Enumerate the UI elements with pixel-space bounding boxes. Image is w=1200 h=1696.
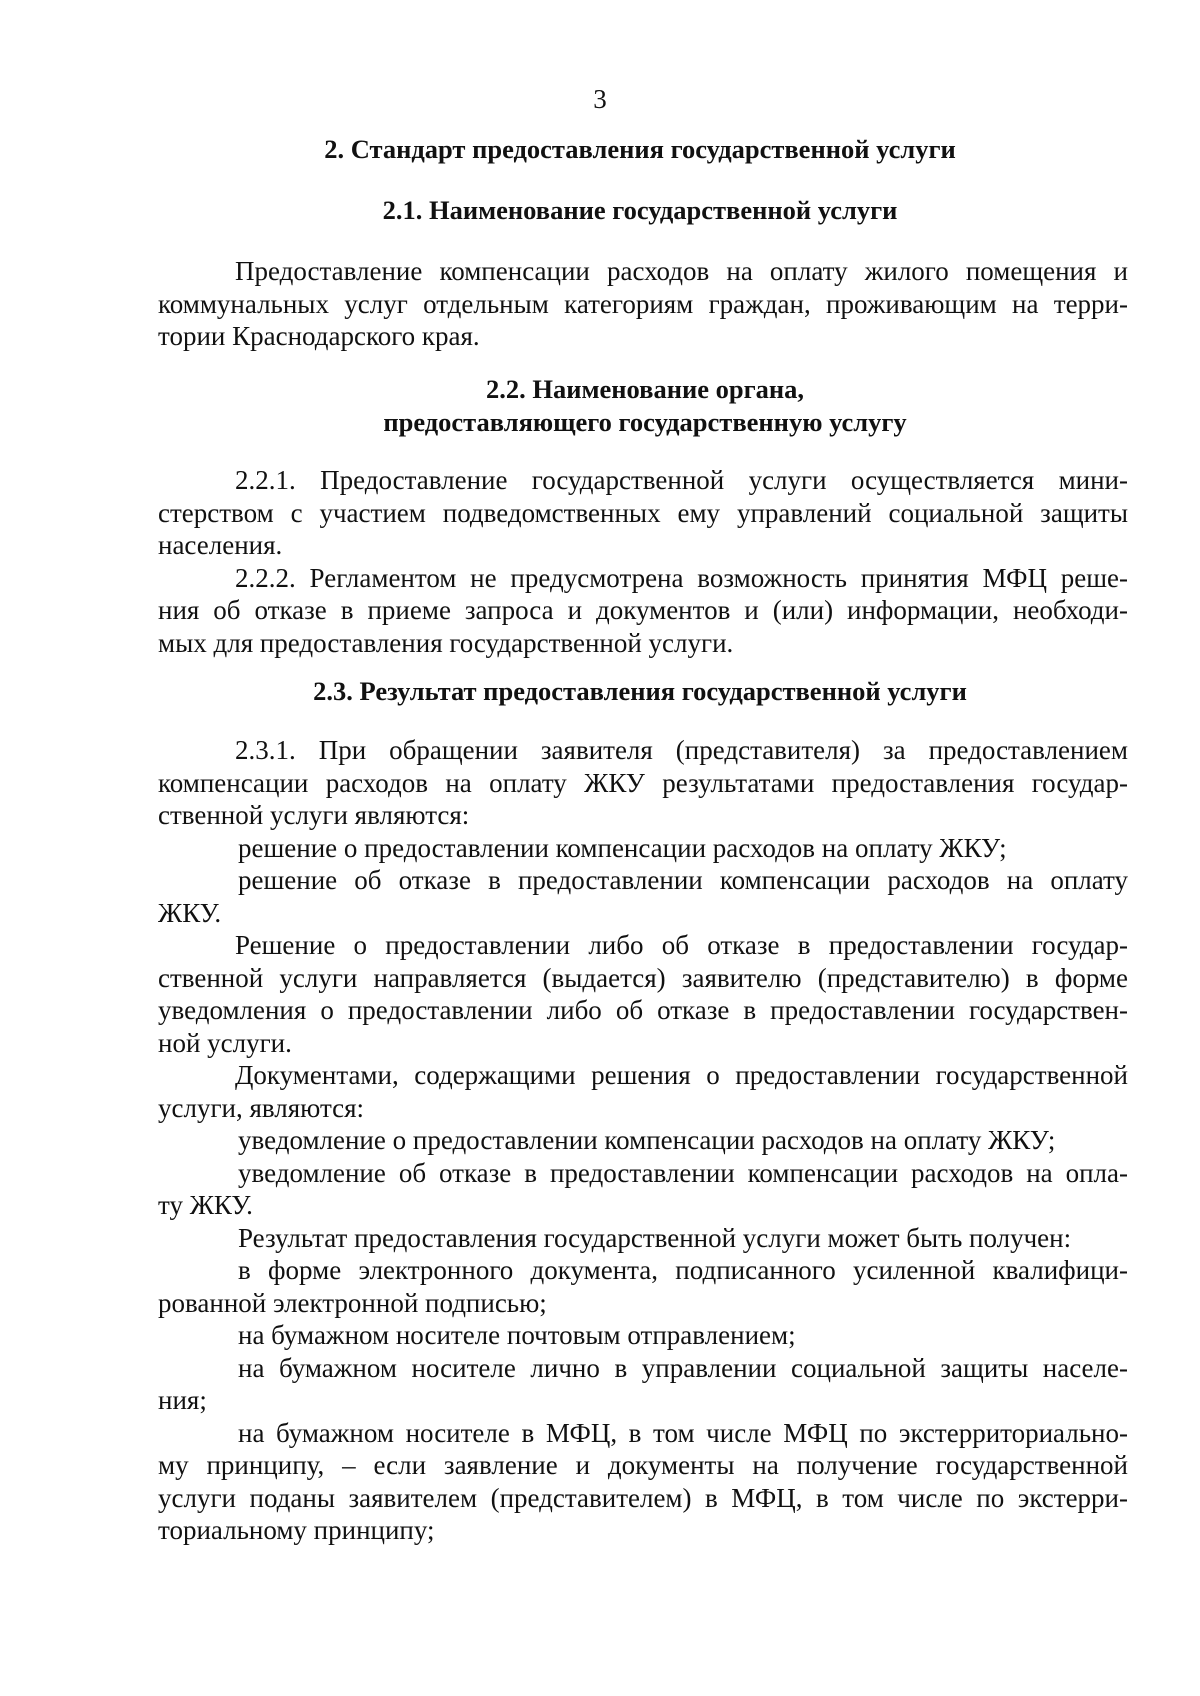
paragraph-line: тории Краснодарского края. — [158, 321, 480, 351]
paragraph-line: ния; — [158, 1385, 207, 1415]
paragraph-line: 2.3.1. При обращении заявителя (представителя) за предоставлением — [235, 735, 1128, 765]
page-number: 3 — [593, 84, 607, 114]
paragraph-line: му принципу, – если заявление и документы на получение государственной — [158, 1450, 1128, 1480]
paragraph-line: Предоставление компенсации расходов на оплату жилого помещения и — [235, 256, 1128, 286]
paragraph-line: ной услуги. — [158, 1027, 292, 1058]
paragraph-line: 2.2.2. Регламентом не предусмотрена возможность принятия МФЦ реше- — [235, 562, 1128, 593]
paragraph-line: на бумажном носителе почтовым отправлением; — [238, 1320, 796, 1350]
paragraph-line: уведомление о предоставлении компенсации расходов на оплату ЖКУ; — [238, 1125, 1056, 1155]
paragraph-line: ственной услуги являются: — [158, 800, 470, 830]
subsection-2-2-title-line-2: предоставляющего государственную услугу — [383, 407, 907, 437]
paragraph-line: мых для предоставления государственной услуги. — [158, 627, 734, 658]
paragraph-line: в форме электронного документа, подписанного усиленной квалифици- — [238, 1255, 1128, 1285]
paragraph-line: Документами, содержащими решения о предоставлении государственной — [235, 1060, 1128, 1090]
paragraph-line: коммунальных услуг отдельным категориям граждан, проживающим на терри- — [158, 288, 1128, 319]
paragraph-line: ту ЖКУ. — [158, 1190, 253, 1220]
paragraph-line: ния об отказе в приеме запроса и документов и (или) информации, необходи- — [158, 595, 1128, 625]
paragraph-line: ЖКУ. — [158, 897, 222, 928]
paragraph-line: на бумажном носителе лично в управлении социальной защиты населе- — [238, 1352, 1128, 1383]
paragraph-line: ственной услуги направляется (выдается) заявителю (представителю) в форме — [158, 962, 1128, 993]
section-title: 2. Стандарт предоставления государственной услуги — [324, 134, 956, 164]
subsection-2-3-body — [158, 734, 1128, 1547]
subsection-2-1-body — [158, 255, 1128, 353]
paragraph-line: уведомления о предоставлении либо об отказе в предоставлении государствен- — [158, 995, 1128, 1025]
paragraph-line: рованной электронной подписью; — [158, 1287, 547, 1318]
paragraph-line: Решение о предоставлении либо об отказе в предоставлении государ- — [235, 930, 1128, 960]
subsection-2-2-title-line-1: 2.2. Наименование органа, — [485, 374, 805, 404]
paragraph-line: 2.2.1. Предоставление государственной услуги осуществляется мини- — [235, 465, 1128, 495]
paragraph-line: услуги, являются: — [158, 1092, 365, 1123]
paragraph-line: уведомление об отказе в предоставлении компенсации расходов на опла- — [238, 1157, 1128, 1188]
subsection-2-3-title: 2.3. Результат предоставления государственной услуги — [313, 676, 967, 706]
paragraph-line: ториальному принципу; — [158, 1515, 435, 1545]
subsection-2-1-title: 2.1. Наименование государственной услуги — [382, 195, 898, 225]
paragraph-line: услуги поданы заявителем (представителем) в МФЦ, в том числе по экстерри- — [158, 1482, 1128, 1513]
paragraph-line: решение об отказе в предоставлении компенсации расходов на оплату — [238, 865, 1128, 895]
paragraph-line: стерством с участием подведомственных ему управлений социальной защиты — [158, 497, 1128, 528]
paragraph-line: населения. — [158, 530, 283, 560]
paragraph-line: на бумажном носителе в МФЦ, в том числе МФЦ по экстерриториально- — [238, 1417, 1128, 1448]
paragraph-line: решение о предоставлении компенсации расходов на оплату ЖКУ; — [238, 832, 1007, 863]
subsection-2-2-body — [158, 464, 1128, 659]
paragraph-line: Результат предоставления государственной услуги может быть получен: — [238, 1222, 1072, 1253]
paragraph-line: компенсации расходов на оплату ЖКУ результатами предоставления государ- — [158, 767, 1128, 798]
